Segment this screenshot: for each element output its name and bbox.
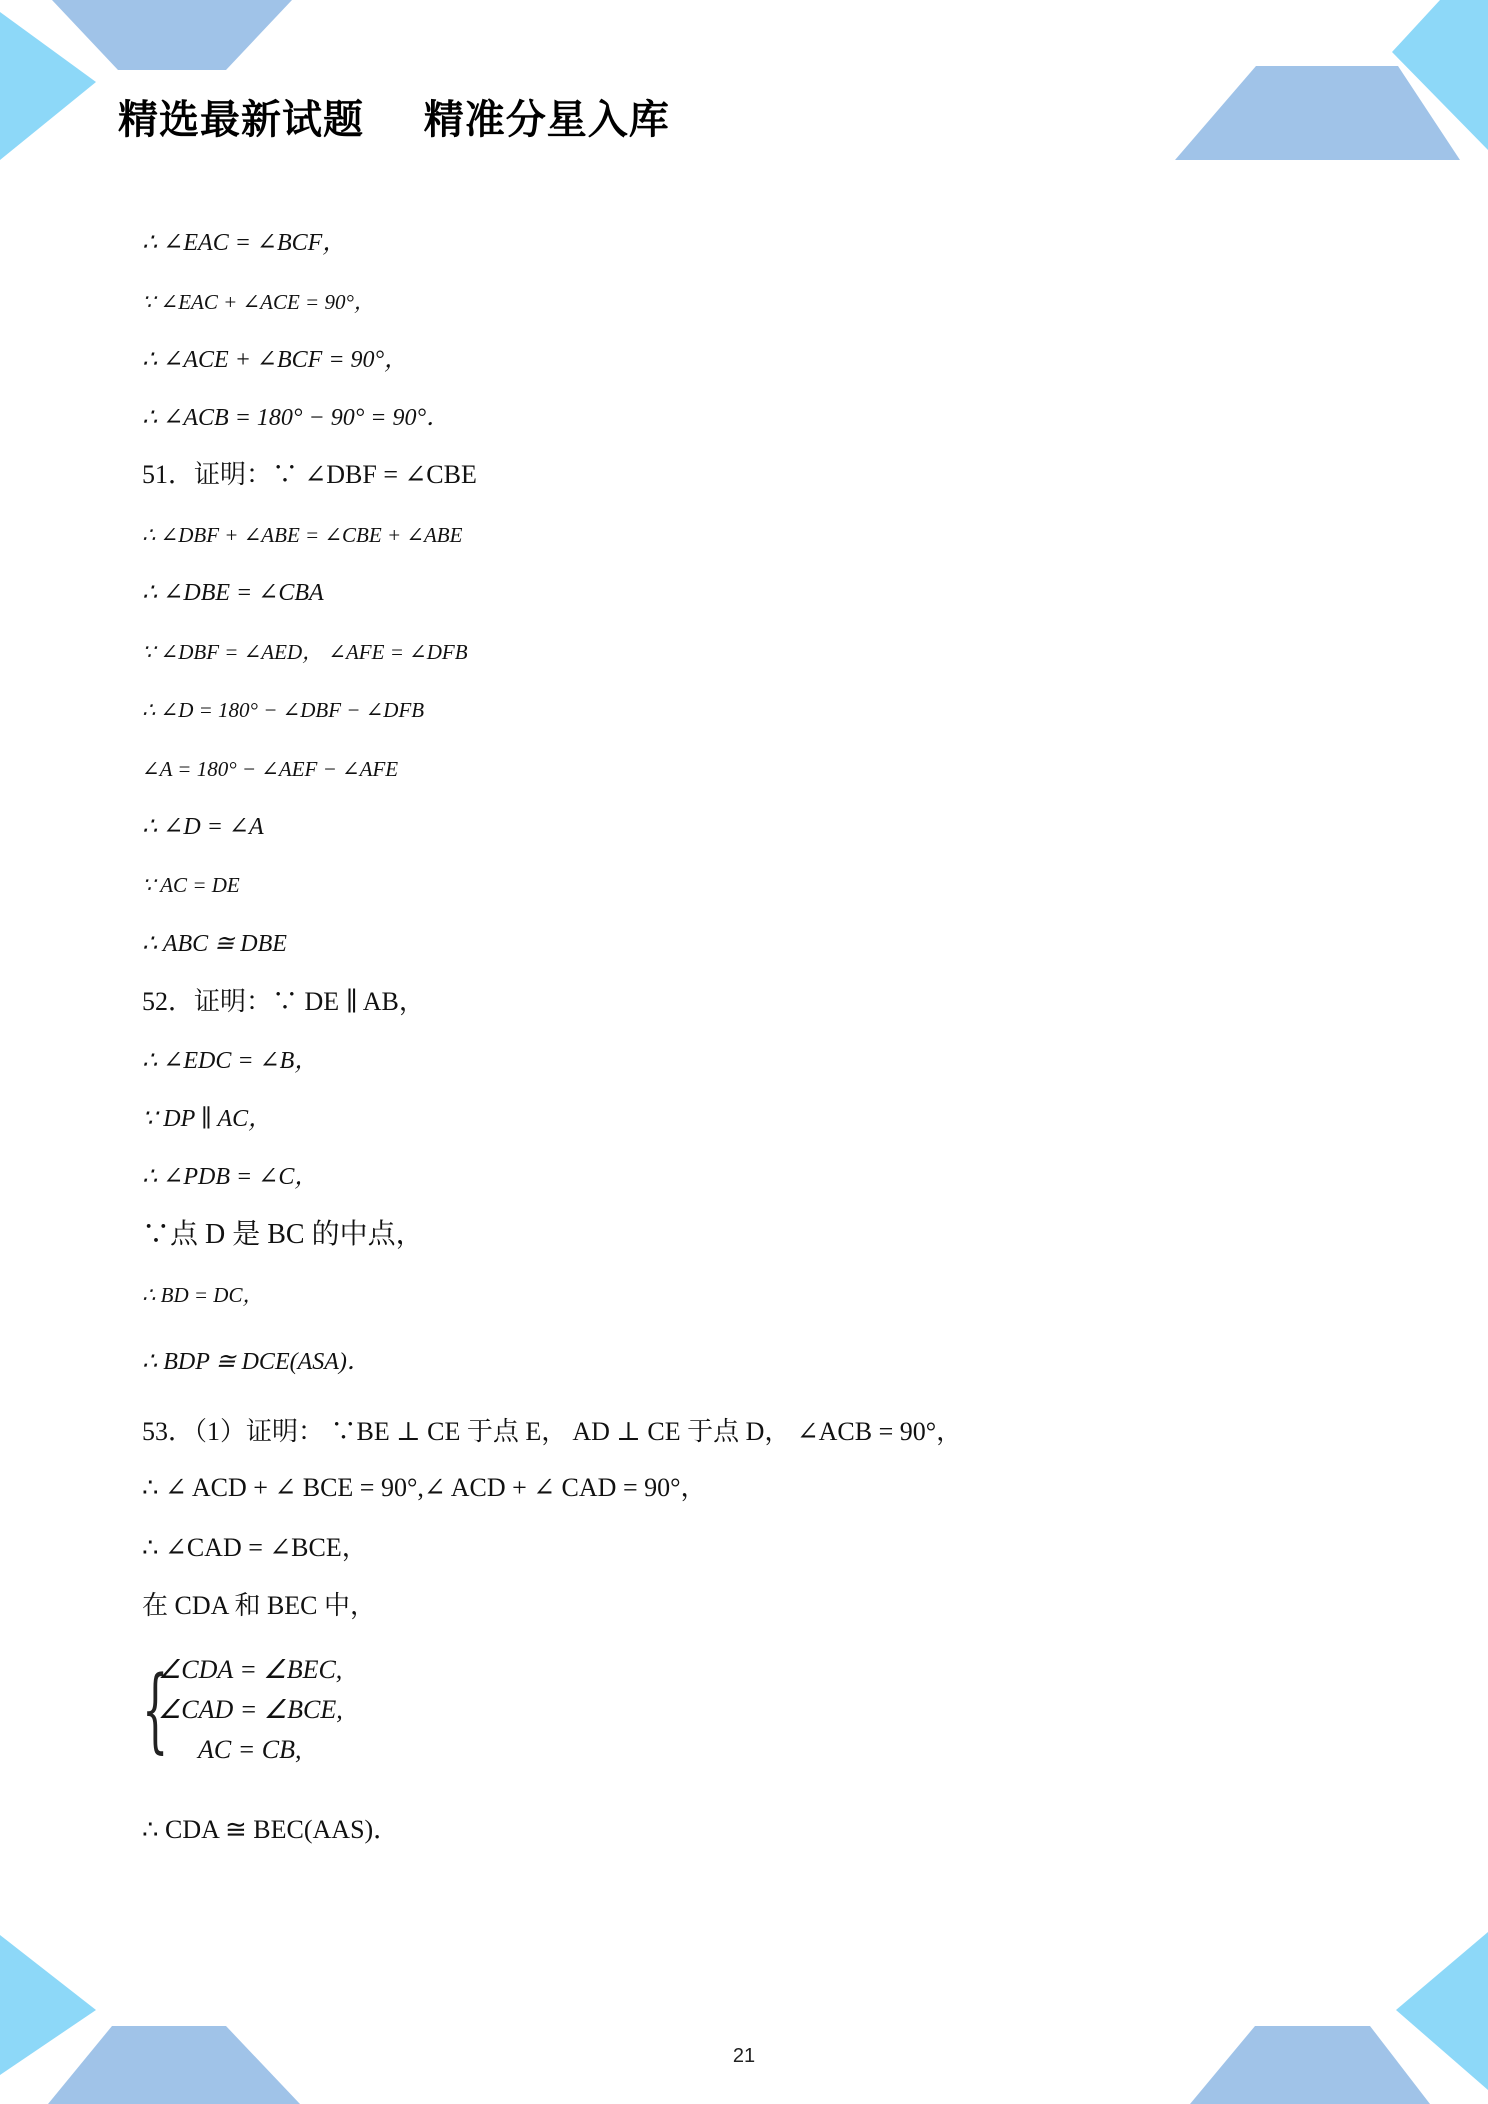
corner-shape-top-right-trapezoid xyxy=(1175,66,1460,160)
proof-line: ∵点 D 是 BC 的中点， xyxy=(142,1219,424,1250)
system-row: AC = CB, xyxy=(198,1735,302,1764)
proof-line: ∴ ∠D = ∠A xyxy=(142,814,264,840)
left-brace-icon: { xyxy=(142,1656,169,1763)
proof-line: ∵ ∠EAC + ∠ACE = 90°， xyxy=(142,290,375,314)
proof-line: ∵ DP ∥ AC， xyxy=(142,1106,273,1132)
conclusion-line: ∴ CDA ≅ BEC(AAS)． xyxy=(142,1815,400,1844)
proof-line: ∴ ∠ACB = 180° − 90° = 90°． xyxy=(142,405,451,431)
proof-line: ∴ ABC ≅ DBE xyxy=(142,931,287,957)
proof-line: ∵ AC = DE xyxy=(142,873,240,897)
proof-line: ∴ BDP ≅ DCE(ASA)． xyxy=(142,1349,371,1375)
system-row: ∠CDA = ∠BEC, xyxy=(158,1655,343,1684)
proof-line: ∴ ∠PDB = ∠C， xyxy=(142,1164,319,1190)
problem-53-heading: 53．（1）证明： ∵BE ⊥ CE 于点 E， AD ⊥ CE 于点 D， ∠ACB = 90°， xyxy=(142,1417,963,1446)
proof-line: ∴ ∠DBE = ∠CBA xyxy=(142,580,324,606)
proof-line: ∴ ∠EAC = ∠BCF， xyxy=(142,230,347,256)
proof-line: ∴ ∠ ACD + ∠ BCE = 90°,∠ ACD + ∠ CAD = 90°， xyxy=(142,1473,707,1502)
problem-52-heading: 52．证明：∵ DE ∥ AB， xyxy=(142,987,425,1016)
proof-line: ∴ ∠ACE + ∠BCF = 90°， xyxy=(142,347,409,373)
proof-line: ∴ ∠DBF + ∠ABE = ∠CBE + ∠ABE xyxy=(142,523,463,547)
corner-shape-top-left-triangle xyxy=(0,12,96,160)
proof-line: 在 CDA 和 BEC 中， xyxy=(142,1591,377,1620)
proof-line: ∵ ∠DBF = ∠AED， ∠AFE = ∠DFB xyxy=(142,640,468,664)
problem-51-heading: 51．证明：∵ ∠DBF = ∠CBE xyxy=(142,460,477,489)
proof-line: ∠A = 180° − ∠AEF − ∠AFE xyxy=(142,757,399,781)
proof-line: ∴ ∠EDC = ∠B， xyxy=(142,1048,319,1074)
page-header-title: 精选最新试题 精准分星入库 xyxy=(118,97,670,143)
page-number: 21 xyxy=(732,2045,756,2067)
proof-line: ∴ ∠CAD = ∠BCE， xyxy=(142,1533,368,1562)
proof-line: ∴ BD = DC， xyxy=(142,1283,264,1307)
system-row: ∠CAD = ∠BCE, xyxy=(158,1695,343,1724)
proof-line: ∴ ∠D = 180° − ∠DBF − ∠DFB xyxy=(142,698,425,722)
corner-shape-top-left-trapezoid xyxy=(52,0,292,70)
